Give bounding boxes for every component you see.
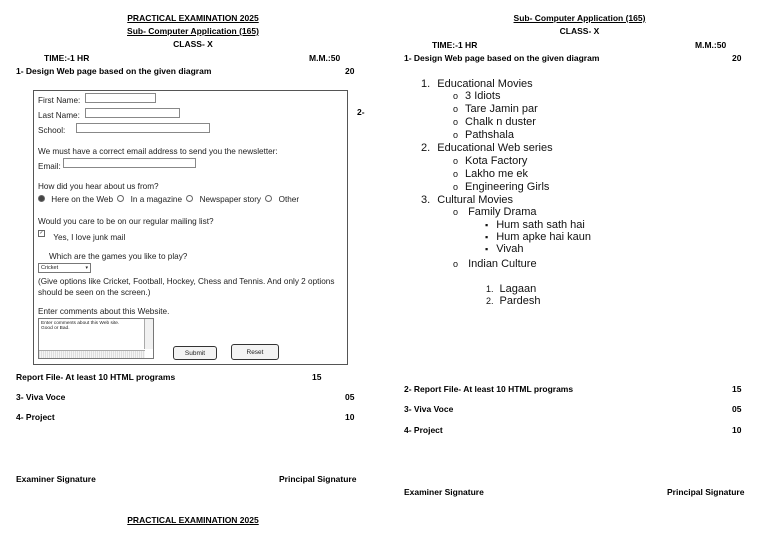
hear-options xyxy=(38,195,299,204)
right-class-heading: CLASS- X xyxy=(559,26,600,36)
circle-bullet: o xyxy=(453,117,459,127)
circle-bullet: o xyxy=(453,182,459,192)
vertical-scrollbar[interactable] xyxy=(144,319,153,349)
sub-list-item xyxy=(485,219,585,231)
circle-bullet: o xyxy=(453,130,459,140)
newsletter-text: We must have a correct email address to send you the newsletter: xyxy=(38,147,278,156)
games-note-line1: (Give options like Cricket, Football, Hockey, Chess and Tennis. And only 2 options xyxy=(38,277,335,286)
games-note-line2: should be seen on the screen.) xyxy=(38,288,151,297)
junk-option xyxy=(38,230,126,242)
circle-bullet: o xyxy=(453,169,459,179)
right-max-marks: M.M.:50 xyxy=(695,40,727,50)
horizontal-scrollbar[interactable] xyxy=(39,350,145,358)
class-heading: CLASS- X xyxy=(173,39,213,49)
list-item-1 xyxy=(421,78,533,90)
right-question-3-marks: 05 xyxy=(732,404,742,414)
radio-magazine[interactable] xyxy=(117,195,124,202)
examiner-signature: Examiner Signature xyxy=(16,474,96,484)
hear-question: How did you hear about us from? xyxy=(38,182,159,191)
sub-list-item-label: Hum sath sath hai xyxy=(496,219,585,231)
submit-button[interactable]: Submit xyxy=(173,346,217,360)
indian-culture-item xyxy=(453,258,537,270)
indian-culture-label: Indian Culture xyxy=(468,258,537,270)
list-item-3-label: Cultural Movies xyxy=(437,194,514,206)
sub-list-item-label: 3 Idiots xyxy=(465,90,501,102)
list-number-2: 2. xyxy=(421,142,431,154)
right-question-4: 4- Project xyxy=(404,425,443,435)
comments-textarea[interactable] xyxy=(38,318,154,359)
sub-list-item-label: Kota Factory xyxy=(465,155,528,167)
games-select-value: Cricket xyxy=(41,265,59,271)
school-label: School: xyxy=(38,126,66,135)
sub-list-item-label: Hum apke hai kaun xyxy=(496,231,591,243)
list-item-2 xyxy=(421,142,553,154)
list-number: 1. xyxy=(486,284,494,294)
sub-list-item xyxy=(486,295,541,307)
right-principal-signature: Principal Signature xyxy=(667,487,745,497)
chevron-down-icon: ▾ xyxy=(85,265,88,271)
sub-list-item-label: Chalk n duster xyxy=(465,116,536,128)
radio-web-label: Here on the Web xyxy=(51,195,114,204)
email-label: Email: xyxy=(38,162,61,171)
max-marks-label: M.M.:50 xyxy=(309,53,341,63)
right-question-1: 1- Design Web page based on the given diagram xyxy=(404,53,600,63)
radio-newspaper[interactable] xyxy=(186,195,193,202)
right-subject-heading: Sub- Computer Application (165) xyxy=(513,13,646,23)
mailing-question: Would you care to be on our regular mailing list? xyxy=(38,217,214,226)
radio-other-label: Other xyxy=(278,195,300,204)
question-2-marks: 15 xyxy=(312,372,322,382)
list-item-2-label: Educational Web series xyxy=(437,142,553,154)
right-question-2: 2- Report File- At least 10 HTML programs xyxy=(404,384,574,394)
right-examiner-signature: Examiner Signature xyxy=(404,487,484,497)
list-item-3 xyxy=(421,194,513,206)
sub-list-item xyxy=(486,283,536,295)
circle-bullet: o xyxy=(453,156,459,166)
list-number: 2. xyxy=(486,296,494,306)
list-number-3: 3. xyxy=(421,194,431,206)
principal-signature: Principal Signature xyxy=(279,474,357,484)
sub-list-item xyxy=(453,168,528,180)
right-question-2-marks: 15 xyxy=(732,384,742,394)
sub-list-item-label: Vivah xyxy=(496,243,524,255)
junk-checkbox[interactable]: ✓ xyxy=(39,230,44,236)
first-name-label: First Name: xyxy=(38,96,81,105)
square-bullet: ▪ xyxy=(485,232,489,242)
first-name-input[interactable] xyxy=(85,93,156,103)
square-bullet: ▪ xyxy=(485,220,489,230)
right-question-1-marks: 20 xyxy=(732,53,742,63)
question-4: 4- Project xyxy=(16,412,55,422)
radio-web[interactable] xyxy=(38,195,45,202)
school-input[interactable] xyxy=(76,123,210,133)
circle-bullet: o xyxy=(453,104,459,114)
right-question-4-marks: 10 xyxy=(732,425,742,435)
right-time-label: TIME:-1 HR xyxy=(432,40,478,50)
radio-other[interactable] xyxy=(265,195,272,202)
sub-list-item xyxy=(485,243,524,255)
circle-bullet: o xyxy=(453,207,459,217)
junk-label: Yes, I love junk mail xyxy=(53,233,126,242)
sub-list-item xyxy=(453,103,538,115)
games-question: Which are the games you like to play? xyxy=(49,252,188,261)
comments-line2: Good or Bad. xyxy=(41,326,70,331)
sub-list-item xyxy=(453,181,549,193)
square-bullet: ▪ xyxy=(485,244,489,254)
time-label: TIME:-1 HR xyxy=(44,53,90,63)
sub-list-item-label: Tare Jamin par xyxy=(465,103,538,115)
last-name-label: Last Name: xyxy=(38,111,80,120)
sub-list-item-label: Pardesh xyxy=(499,295,541,307)
games-select[interactable] xyxy=(38,263,91,273)
sub-list-item xyxy=(453,90,500,102)
radio-magazine-label: In a magazine xyxy=(130,195,183,204)
email-input[interactable] xyxy=(63,158,196,168)
list-item-1-label: Educational Movies xyxy=(437,78,533,90)
sub-list-item-label: Lakho me ek xyxy=(465,168,528,180)
question-3-marks: 05 xyxy=(345,392,355,402)
sub-list-item-label: Lagaan xyxy=(499,283,537,295)
footer-exam-title: PRACTICAL EXAMINATION 2025 xyxy=(127,515,259,525)
question-1: 1- Design Web page based on the given diagram xyxy=(16,66,212,76)
family-drama-item xyxy=(453,206,537,218)
sub-list-item xyxy=(453,129,514,141)
question-4-marks: 10 xyxy=(345,412,355,422)
form-diagram xyxy=(33,90,348,365)
question-2: Report File- At least 10 HTML programs xyxy=(16,372,176,382)
subject-heading: Sub- Computer Application (165) xyxy=(127,26,259,36)
list-number-1: 1. xyxy=(421,78,431,90)
side-mark: 2- xyxy=(357,107,365,117)
sub-list-item xyxy=(485,231,591,243)
reset-button[interactable]: Reset xyxy=(231,344,279,360)
radio-newspaper-label: Newspaper story xyxy=(199,195,262,204)
sub-list-item xyxy=(453,155,527,167)
comments-line1: Enter comments about this Web site. xyxy=(41,321,120,326)
question-1-marks: 20 xyxy=(345,66,355,76)
comments-label: Enter comments about this Website. xyxy=(38,307,170,316)
last-name-input[interactable] xyxy=(85,108,180,118)
sub-list-item xyxy=(453,116,536,128)
circle-bullet: o xyxy=(453,91,459,101)
right-question-3: 3- Viva Voce xyxy=(404,404,454,414)
exam-title: PRACTICAL EXAMINATION 2025 xyxy=(127,13,259,23)
family-drama-label: Family Drama xyxy=(468,206,537,218)
circle-bullet: o xyxy=(453,259,459,269)
sub-list-item-label: Pathshala xyxy=(465,129,514,141)
sub-list-item-label: Engineering Girls xyxy=(465,181,550,193)
question-3: 3- Viva Voce xyxy=(16,392,66,402)
